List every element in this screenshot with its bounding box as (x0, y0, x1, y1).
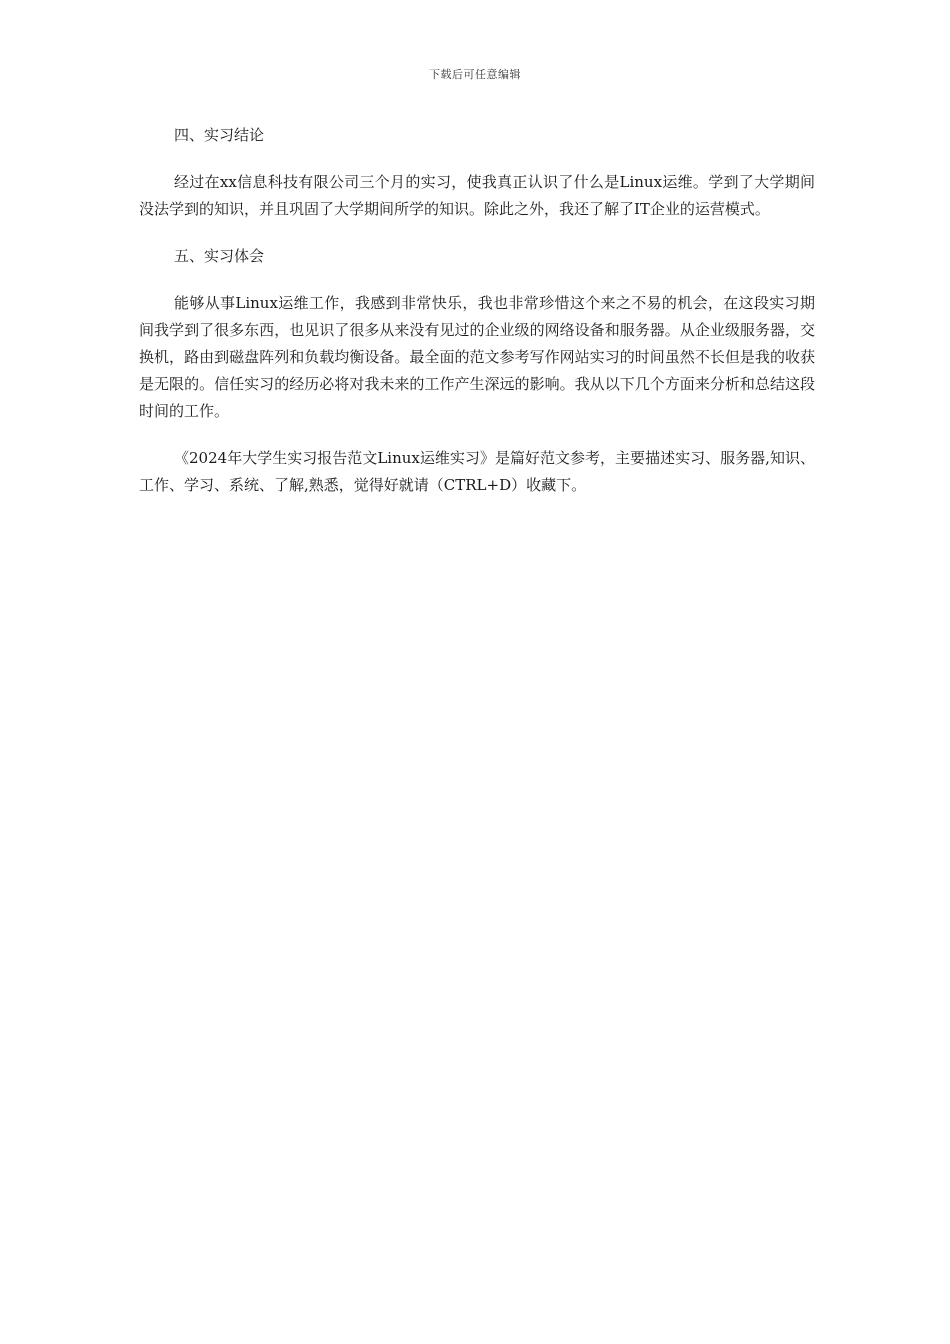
header-note: 下载后可任意编辑 (429, 68, 521, 81)
section-paragraph-conclusion: 经过在xx信息科技有限公司三个月的实习，使我真正认识了什么是Linux运维。学到了大学期间没法学到的知识，并且巩固了大学期间所学的知识。除此之外，我还了解了IT企业的运营模式。 (139, 173, 815, 218)
section-heading-experience: 五、实习体会 (174, 247, 265, 265)
section-heading-conclusion: 四、实习结论 (174, 126, 265, 144)
closing-note: 《2024年大学生实习报告范文Linux运维实习》是篇好范文参考，主要描述实习、服务器,知识、工作、学习、系统、了解,熟悉，觉得好就请（CTRL+D）收藏下。 (139, 449, 815, 494)
document-body (139, 122, 815, 499)
section-paragraph-experience: 能够从事Linux运维工作，我感到非常快乐，我也非常珍惜这个来之不易的机会，在这段实习期间我学到了很多东西，也见识了很多从来没有见过的企业级的网络设备和服务器。从企业级服务器，交换机，路由到磁盘阵列和负载均衡设备。最全面的范文参考写作网站实习的时间虽然不长但是我的收获是无限的。信任实习的经历必将对我未来的工作产生深远的影响。我从以下几个方面来分析和总结这段时间的工作。 (139, 294, 815, 420)
